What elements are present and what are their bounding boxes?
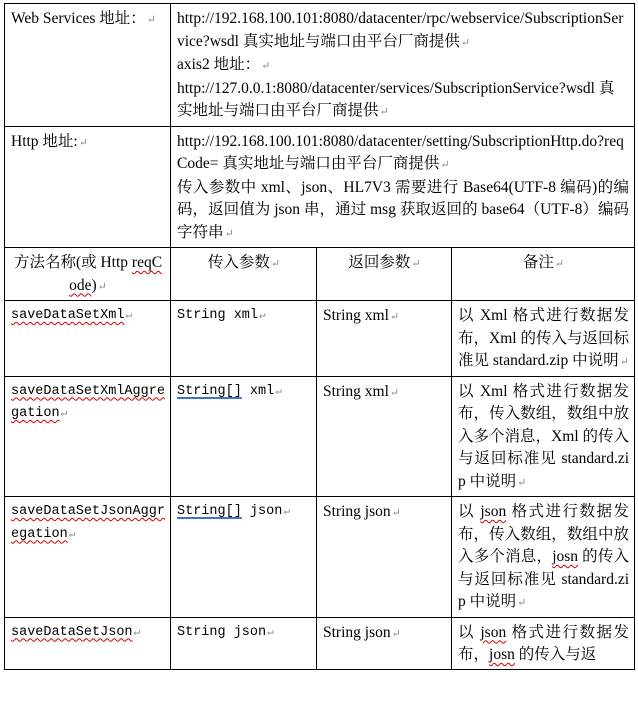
paragraph-mark: ↵	[379, 106, 389, 118]
paragraph-mark: ↵	[259, 310, 266, 322]
header-input-text: 传入参数	[207, 254, 270, 271]
paragraph-mark: ↵	[517, 476, 527, 489]
remark-text: 以 Xml 格式进行数据发布，Xml 的传入与返回标准见 standard.zip 中说明	[458, 307, 630, 369]
table-row	[5, 376, 635, 497]
axis2-url: http://127.0.0.1:8080/datacenter/services/SubscriptionService?wsdl	[177, 79, 595, 97]
method-cell	[5, 497, 171, 618]
input-name: xml	[225, 308, 259, 323]
input-name: json	[241, 504, 283, 519]
input-name: xml	[241, 383, 275, 399]
table-row	[5, 617, 635, 669]
http-note: 真实地址与端口由平台厂商提供	[218, 155, 440, 172]
http-label: Http 地址:	[11, 132, 78, 150]
table-body	[5, 301, 635, 670]
paragraph-mark: ↵	[411, 258, 421, 270]
table-header-row	[5, 248, 635, 301]
table-row	[5, 301, 635, 377]
http-url-line	[177, 131, 629, 177]
header-remark	[452, 248, 635, 301]
paragraph-mark: ↵	[146, 14, 156, 26]
header-output	[317, 248, 452, 301]
remark-text: json	[480, 503, 507, 520]
paragraph-mark: ↵	[60, 408, 68, 420]
header-method-text: 方法名称(或 Http	[13, 254, 132, 271]
method-cell	[5, 376, 171, 497]
webservice-value-cell	[171, 4, 635, 127]
input-name: json	[225, 624, 267, 640]
paragraph-mark: ↵	[261, 60, 271, 72]
header-input	[171, 248, 317, 301]
output-param: String json	[323, 623, 391, 641]
method-name: saveDataSetJsonAggregation	[11, 504, 165, 542]
webservice-label: Web Services 地址：	[11, 10, 146, 27]
paragraph-mark: ↵	[275, 385, 282, 398]
header-remark-text: 备注	[522, 254, 554, 271]
header-method-paren: )	[91, 276, 97, 294]
output-param: String json	[323, 503, 391, 520]
remark-text: 格式进行数据发布，	[458, 623, 630, 663]
output-cell	[317, 376, 452, 497]
http-label-cell	[5, 126, 171, 248]
remark-text: 以	[458, 503, 481, 520]
input-type: String	[177, 624, 226, 640]
paragraph-mark: ↵	[554, 258, 565, 270]
paragraph-mark: ↵	[391, 507, 401, 519]
output-param: String xml	[323, 307, 389, 324]
interface-table	[4, 3, 635, 670]
webservice-url-line	[177, 8, 629, 54]
method-cell	[5, 617, 171, 669]
method-cell	[5, 301, 171, 377]
http-url: http://192.168.100.101:8080/datacenter/setting/SubscriptionHttp.do?reqCode=	[177, 132, 624, 172]
remark-text: 格式进行数据发布，传入数组，数组中放入多个消息，	[458, 503, 630, 565]
method-name: saveDataSetXml	[11, 308, 125, 323]
paragraph-mark: ↵	[619, 356, 629, 368]
remark-text: json	[480, 623, 507, 641]
paragraph-mark: ↵	[391, 627, 401, 640]
method-name: saveDataSetJson	[11, 624, 133, 640]
remark-cell	[452, 376, 635, 497]
table-row	[5, 497, 635, 618]
remark-cell	[452, 497, 635, 618]
paragraph-mark: ↵	[283, 506, 290, 518]
paragraph-mark: ↵	[270, 258, 281, 270]
http-row	[5, 126, 635, 248]
http-desc: 传入参数中 xml、json、HL7V3 需要进行 Base64(UTF-8 编码)的编码，返回值为 json 串，通过 msg 获取返回的 base64（UTF-8）编码字符串	[177, 178, 630, 241]
http-desc-line	[177, 177, 629, 246]
paragraph-mark: ↵	[517, 597, 527, 609]
header-output-text: 返回参数	[348, 254, 411, 271]
header-method	[5, 248, 171, 301]
axis2-url-line	[177, 78, 629, 124]
output-cell	[317, 497, 452, 618]
remark-cell	[452, 617, 635, 669]
paragraph-mark: ↵	[224, 227, 234, 240]
input-cell	[171, 301, 317, 377]
paragraph-mark: ↵	[68, 528, 76, 541]
input-cell	[171, 376, 317, 497]
paragraph-mark: ↵	[460, 36, 471, 49]
paragraph-mark: ↵	[389, 386, 400, 399]
webservice-row	[5, 4, 635, 127]
paragraph-mark: ↵	[440, 159, 450, 171]
axis2-label: axis2 地址：	[177, 56, 261, 73]
input-type: String[]	[177, 504, 242, 519]
paragraph-mark: ↵	[267, 626, 274, 639]
input-type: String	[177, 308, 226, 323]
remark-text: josn	[489, 646, 515, 663]
header-method-reqcode: reqCode	[69, 254, 163, 294]
method-name: saveDataSetXmlAggregation	[11, 383, 165, 421]
output-cell	[317, 301, 452, 377]
webservice-label-cell	[5, 4, 171, 127]
remark-text: 的传入与返	[514, 646, 597, 663]
paragraph-mark: ↵	[133, 626, 141, 639]
input-cell	[171, 617, 317, 669]
output-cell	[317, 617, 452, 669]
remark-text: 的传入与返回标准见 standard.zip 中说明	[458, 548, 630, 610]
http-value-cell	[171, 126, 635, 248]
remark-text: 以 Xml 格式进行数据发布，传入数组，数组中放入多个消息，Xml 的传入与返回标准见 standard.zip 中说明	[458, 382, 630, 490]
paragraph-mark: ↵	[125, 310, 133, 322]
webservice-url: http://192.168.100.101:8080/datacenter/rpc/webservice/SubscriptionService?wsdl	[177, 10, 624, 50]
output-param: String xml	[323, 382, 389, 400]
input-cell	[171, 497, 317, 618]
paragraph-mark: ↵	[78, 136, 88, 149]
input-type: String[]	[177, 383, 242, 399]
document-page	[4, 3, 634, 670]
paragraph-mark: ↵	[389, 311, 400, 323]
axis2-label-line	[177, 54, 629, 78]
remark-cell	[452, 301, 635, 377]
webservice-note: 真实地址与端口由平台厂商提供	[238, 32, 460, 50]
axis2-note: 真实地址与端口由平台厂商提供	[177, 79, 615, 119]
remark-text: josn	[552, 548, 579, 565]
paragraph-mark: ↵	[97, 280, 107, 293]
remark-text: 以	[458, 623, 481, 641]
